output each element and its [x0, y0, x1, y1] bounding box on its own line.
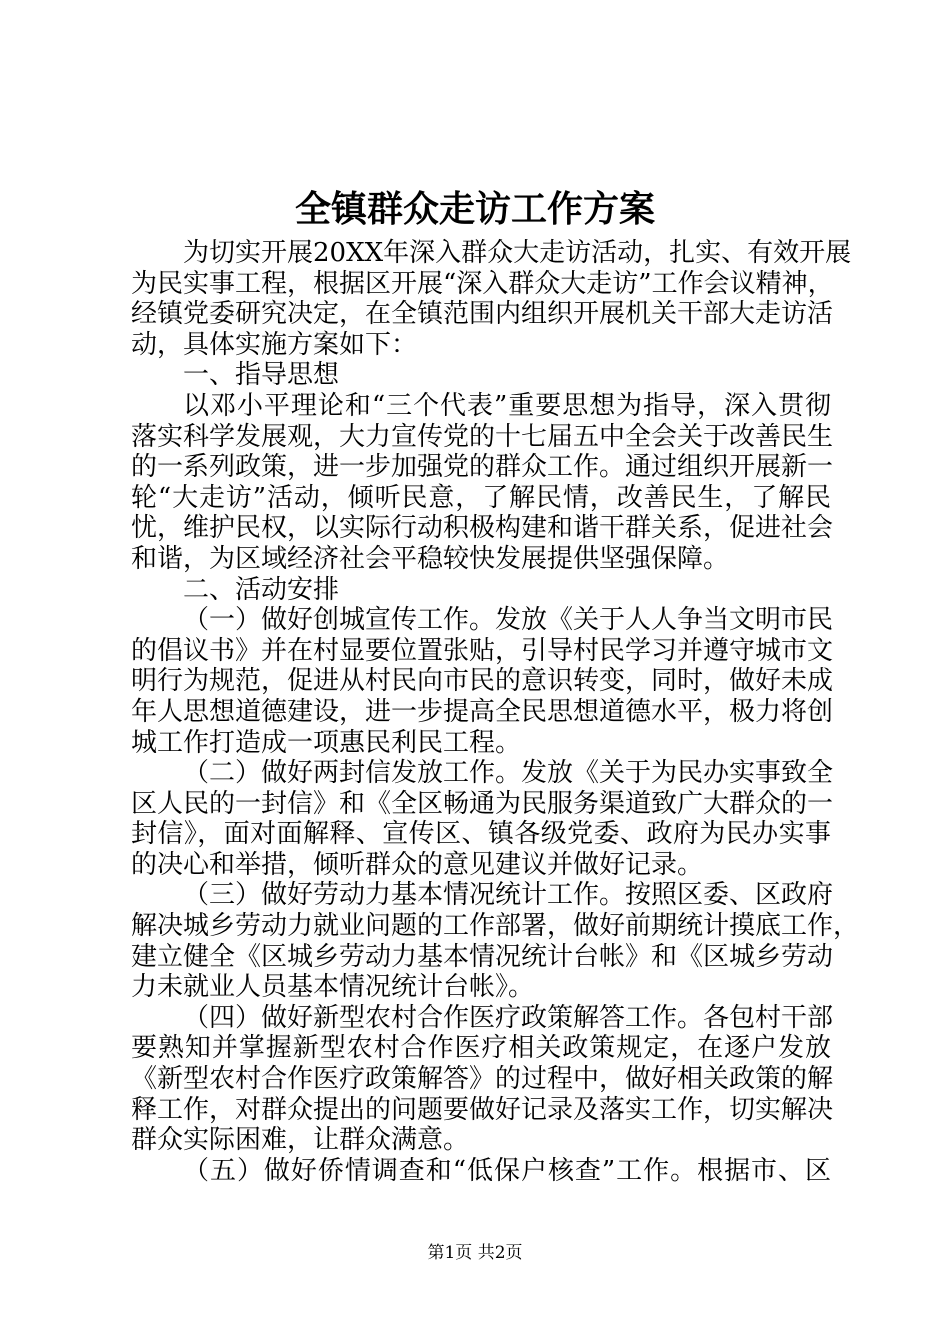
text-line: 明行为规范，促进从村民向市民的意识转变，同时，做好未成: [131, 666, 834, 697]
text-line: 轮“大走访”活动，倾听民意，了解民情，改善民生，了解民: [131, 482, 831, 513]
text-line: 为切实开展20XX年深入群众大走访活动，扎实、有效开展: [183, 238, 852, 268]
text-line: 年人思想道德建设，进一步提高全民思想道德水平，极力将创: [131, 696, 834, 727]
text-line: 群众实际困难，让群众满意。: [131, 1125, 470, 1156]
text-line: 力未就业人员基本情况统计台帐》。: [131, 972, 535, 1003]
text-line: （四）做好新型农村合作医疗政策解答工作。各包村干部: [183, 1002, 834, 1033]
text-line: 和谐，为区域经济社会平稳较快发展提供坚强保障。: [131, 543, 730, 574]
text-line: 城工作打造成一项惠民利民工程。: [131, 727, 522, 758]
text-line: （三）做好劳动力基本情况统计工作。按照区委、区政府: [183, 880, 834, 911]
text-line: 释工作，对群众提出的问题要做好记录及落实工作，切实解决: [131, 1094, 834, 1125]
text-line: 落实科学发展观，大力宣传党的十七届五中全会关于改善民生: [131, 421, 834, 452]
text-line: 要熟知并掌握新型农村合作医疗相关政策规定，在逐户发放: [131, 1033, 831, 1064]
text-line: 的倡议书》并在村显要位置张贴，引导村民学习并遵守城市文: [131, 635, 834, 666]
text-line: 忧，维护民权，以实际行动积极构建和谐干群关系，促进社会: [131, 513, 834, 544]
document-body: [131, 238, 860, 1186]
text-line: 建立健全《区城乡劳动力基本情况统计台帐》和《区城乡劳动: [131, 941, 834, 972]
page-title: 全镇群众走访工作方案: [294, 188, 655, 230]
text-line: 《新型农村合作医疗政策解答》的过程中，做好相关政策的解: [131, 1064, 834, 1095]
text-line: （二）做好两封信发放工作。发放《关于为民办实事致全: [183, 758, 834, 789]
text-line: 封信》，面对面解释、宣传区、镇各级党委、政府为民办实事: [131, 819, 831, 850]
text-line: 的决心和举措，倾听群众的意见建议并做好记录。: [131, 849, 704, 880]
text-line: （五）做好侨情调查和“低保户核查”工作。根据市、区: [183, 1155, 831, 1186]
text-line: 的一系列政策，进一步加强党的群众工作。通过组织开展新一: [131, 452, 834, 483]
text-line: 经镇党委研究决定，在全镇范围内组织开展机关干部大走访活: [131, 299, 834, 330]
text-line: 二、活动安排: [183, 574, 340, 605]
text-line: 解决城乡劳动力就业问题的工作部署，做好前期统计摸底工作，: [131, 911, 860, 942]
text-line: 一、指导思想: [183, 360, 340, 391]
text-line: 动，具体实施方案如下：: [131, 329, 418, 360]
text-line: 以邓小平理论和“三个代表”重要思想为指导，深入贯彻: [183, 390, 831, 421]
page-footer: 第1页 共2页: [427, 1243, 523, 1263]
text-line: 为民实事工程，根据区开展“深入群众大走访”工作会议精神，: [131, 268, 834, 299]
text-line: （一）做好创城宣传工作。发放《关于人人争当文明市民: [183, 605, 834, 636]
text-line: 区人民的一封信》和《全区畅通为民服务渠道致广大群众的一: [131, 788, 834, 819]
